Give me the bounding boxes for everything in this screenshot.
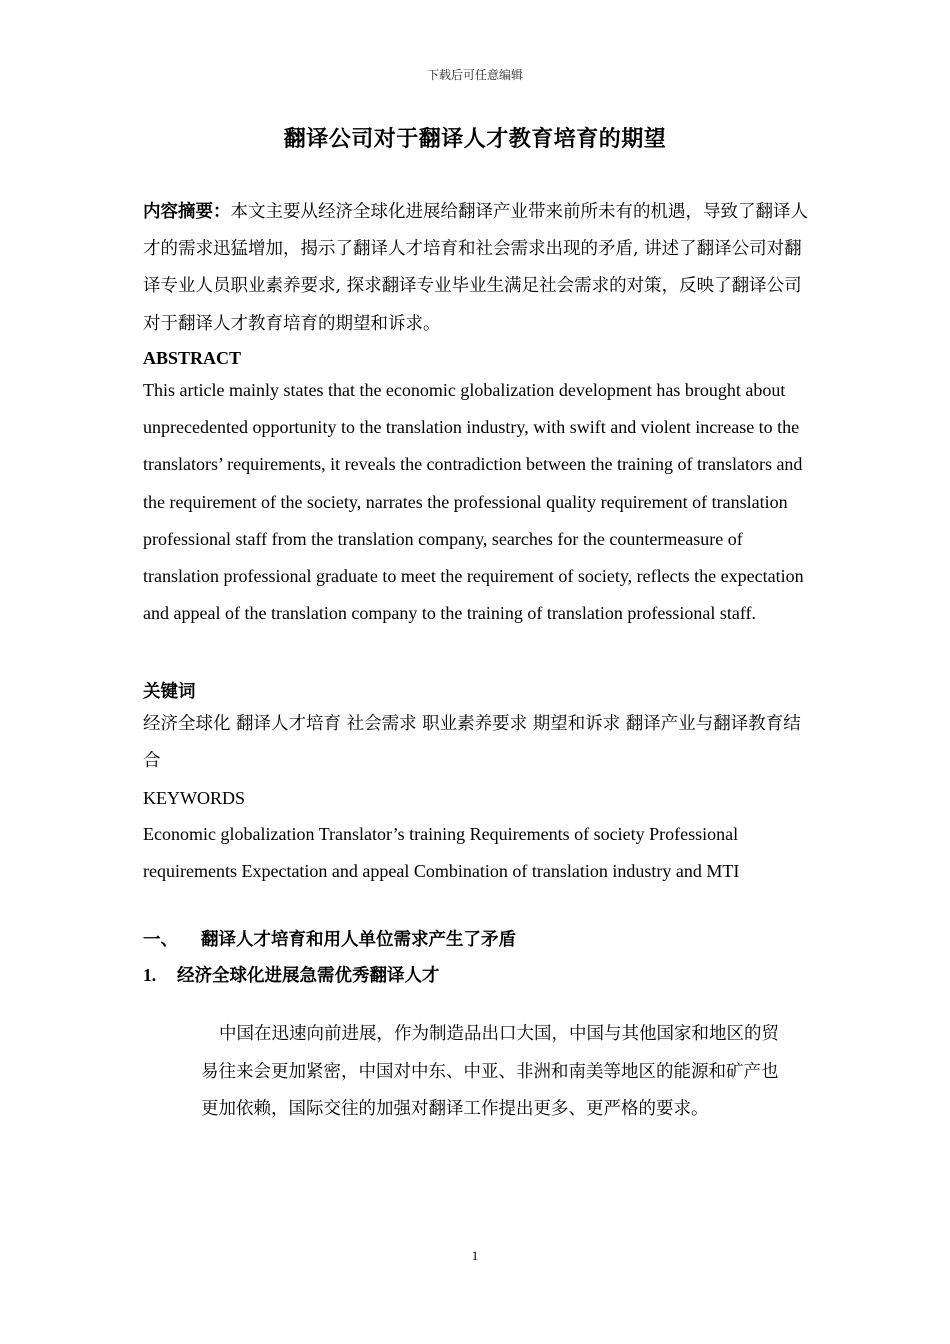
abstract-en-heading: ABSTRACT [143, 348, 242, 368]
document-title: 翻译公司对于翻译人才教育培育的期望 [283, 126, 667, 152]
section-heading-1 [143, 926, 516, 951]
subsection-heading-1 [143, 962, 440, 987]
abstract-cn-label: 内容摘要： [143, 202, 231, 222]
abstract-cn-text: 本文主要从经济全球化进展给翻译产业带来前所未有的机遇，导致了翻译人才的需求迅猛增加，揭示了翻译人才培育和社会需求出现的矛盾, 讲述了翻译公司对翻译专业人员职业素养要求, 探求翻译专业毕业生满足社会需求的对策，反映了翻译公司对于翻译人才教育培育的期望和诉求。 [143, 202, 808, 334]
subsection-title: 经济全球化进展急需优秀翻译人才 [177, 966, 440, 986]
section-title: 翻译人才培育和用人单位需求产生了矛盾 [201, 930, 516, 950]
keywords-en-text: Economic globalization Translator’s training Requirements of society Professional requirements Expectation and appeal Combination of translation industry and MTI [143, 824, 740, 882]
page-header-note: 下载后可任意编辑 [426, 68, 523, 82]
keywords-cn-heading: 关键词 [143, 682, 196, 702]
abstract-en-text: This article mainly states that the economic globalization development has brought about unprecedented opportunity to the translation industry, with swift and violent increase to the translators’ requirements, it reveals the contradiction between the training of translators and the requirement of the society, narrates the professional quality requirement of translation professional staff from the translation company, searches for the countermeasure of translation professional graduate to meet the requirement of society, reflects the expectation and appeal of the translation company to the training of translation professional staff. [143, 380, 804, 624]
section-number: 一、 [143, 930, 178, 950]
keywords-en-heading: KEYWORDS [143, 788, 245, 808]
keywords-cn-text: 经济全球化 翻译人才培育 社会需求 职业素养要求 期望和诉求 翻译产业与翻译教育结合 [143, 714, 801, 772]
page-number: 1 [471, 1248, 479, 1263]
subsection-number: 1. [143, 965, 157, 985]
abstract-cn [143, 194, 808, 343]
body-paragraph: 中国在迅速向前进展，作为制造品出口大国，中国与其他国家和地区的贸易往来会更加紧密，中国对中东、中亚、非洲和南美等地区的能源和矿产也更加依赖，国际交往的加强对翻译工作提出更多、更严格的要求。 [201, 1024, 779, 1119]
